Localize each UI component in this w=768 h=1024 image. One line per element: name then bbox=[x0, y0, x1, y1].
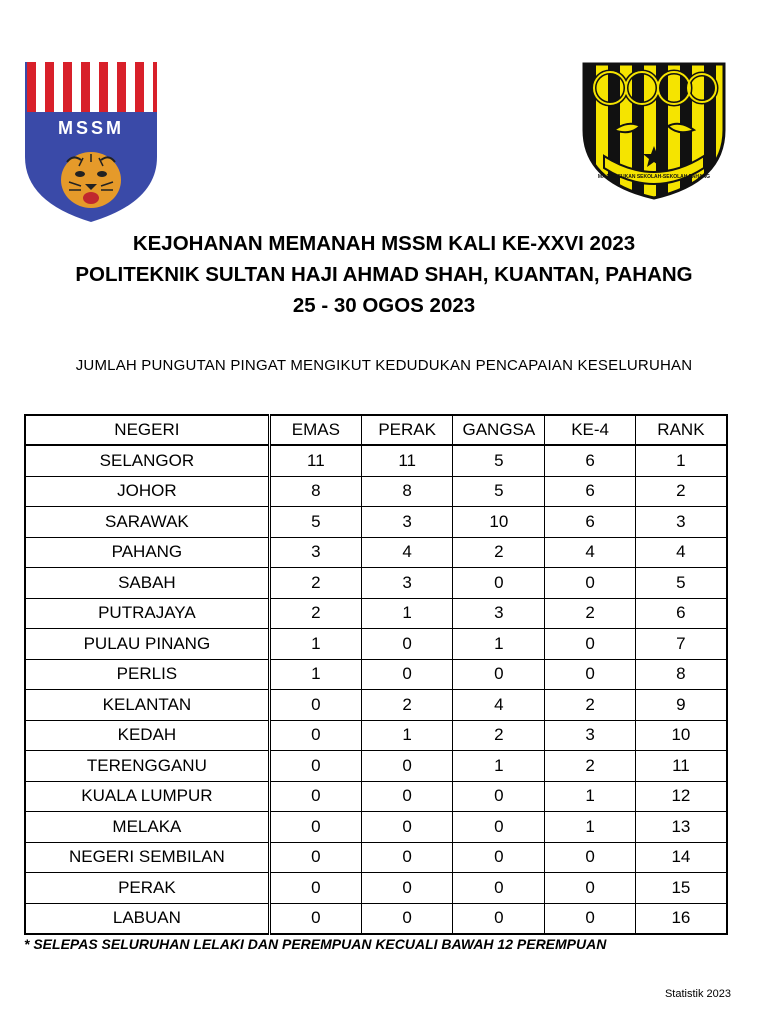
cell-gangsa: 5 bbox=[453, 476, 545, 507]
cell-rank: 6 bbox=[635, 598, 727, 629]
footer-label: Statistik 2023 bbox=[664, 988, 731, 1000]
footnote: * SELEPAS SELURUHAN LELAKI DAN PEREMPUAN KECUALI BAWAH 12 PEREMPUAN bbox=[24, 936, 607, 952]
col-header-gangsa: GANGSA bbox=[453, 415, 545, 445]
cell-emas: 3 bbox=[269, 537, 361, 568]
table-row bbox=[25, 598, 727, 629]
cell-gangsa: 4 bbox=[453, 690, 545, 721]
cell-negeri: SARAWAK bbox=[25, 507, 269, 538]
cell-ke4: 2 bbox=[545, 598, 635, 629]
table-row bbox=[25, 781, 727, 812]
mssm-logo-text: MSSM bbox=[58, 118, 124, 138]
cell-gangsa: 5 bbox=[453, 445, 545, 476]
table-row bbox=[25, 751, 727, 782]
cell-perak: 0 bbox=[361, 629, 452, 660]
cell-gangsa: 2 bbox=[453, 537, 545, 568]
mssm-logo bbox=[25, 62, 157, 222]
cell-negeri: NEGERI SEMBILAN bbox=[25, 842, 269, 873]
cell-perak: 0 bbox=[361, 873, 452, 904]
cell-rank: 10 bbox=[635, 720, 727, 751]
table-row bbox=[25, 659, 727, 690]
medal-table bbox=[24, 414, 728, 935]
cell-negeri: SELANGOR bbox=[25, 445, 269, 476]
cell-emas: 2 bbox=[269, 598, 361, 629]
cell-rank: 13 bbox=[635, 812, 727, 843]
cell-gangsa: 0 bbox=[453, 568, 545, 599]
tiger-icon bbox=[61, 152, 121, 208]
cell-negeri: PERLIS bbox=[25, 659, 269, 690]
cell-emas: 0 bbox=[269, 903, 361, 934]
cell-emas: 0 bbox=[269, 720, 361, 751]
cell-ke4: 2 bbox=[545, 690, 635, 721]
cell-perak: 0 bbox=[361, 751, 452, 782]
table-row bbox=[25, 445, 727, 476]
pahang-logo-text: MAJLIS SUKAN SEKOLAH-SEKOLAH PAHANG bbox=[597, 174, 711, 180]
cell-perak: 4 bbox=[361, 537, 452, 568]
cell-gangsa: 2 bbox=[453, 720, 545, 751]
cell-ke4: 1 bbox=[545, 781, 635, 812]
cell-ke4: 1 bbox=[545, 812, 635, 843]
page-title bbox=[0, 228, 768, 321]
col-header-negeri: NEGERI bbox=[25, 415, 269, 445]
cell-rank: 3 bbox=[635, 507, 727, 538]
title-line-1: KEJOHANAN MEMANAH MSSM KALI KE-XXVI 2023 bbox=[132, 232, 636, 255]
cell-gangsa: 0 bbox=[453, 812, 545, 843]
cell-emas: 0 bbox=[269, 812, 361, 843]
cell-perak: 3 bbox=[361, 507, 452, 538]
cell-perak: 0 bbox=[361, 781, 452, 812]
cell-emas: 1 bbox=[269, 659, 361, 690]
cell-ke4: 6 bbox=[545, 507, 635, 538]
cell-ke4: 6 bbox=[545, 476, 635, 507]
cell-perak: 3 bbox=[361, 568, 452, 599]
table-row bbox=[25, 903, 727, 934]
cell-ke4: 0 bbox=[545, 842, 635, 873]
cell-emas: 1 bbox=[269, 629, 361, 660]
cell-ke4: 0 bbox=[545, 568, 635, 599]
cell-perak: 0 bbox=[361, 842, 452, 873]
cell-negeri: LABUAN bbox=[25, 903, 269, 934]
cell-gangsa: 0 bbox=[453, 659, 545, 690]
cell-rank: 2 bbox=[635, 476, 727, 507]
cell-gangsa: 0 bbox=[453, 842, 545, 873]
cell-ke4: 0 bbox=[545, 903, 635, 934]
cell-perak: 8 bbox=[361, 476, 452, 507]
cell-perak: 11 bbox=[361, 445, 452, 476]
col-header-emas: EMAS bbox=[269, 415, 361, 445]
cell-gangsa: 1 bbox=[453, 629, 545, 660]
cell-ke4: 0 bbox=[545, 873, 635, 904]
cell-negeri: KUALA LUMPUR bbox=[25, 781, 269, 812]
cell-perak: 0 bbox=[361, 812, 452, 843]
cell-rank: 16 bbox=[635, 903, 727, 934]
cell-emas: 8 bbox=[269, 476, 361, 507]
cell-emas: 0 bbox=[269, 690, 361, 721]
cell-rank: 7 bbox=[635, 629, 727, 660]
cell-negeri: TERENGGANU bbox=[25, 751, 269, 782]
cell-gangsa: 0 bbox=[453, 781, 545, 812]
table-row bbox=[25, 629, 727, 660]
table-body bbox=[25, 445, 727, 934]
cell-emas: 5 bbox=[269, 507, 361, 538]
cell-ke4: 0 bbox=[545, 659, 635, 690]
col-header-perak: PERAK bbox=[361, 415, 452, 445]
cell-rank: 4 bbox=[635, 537, 727, 568]
cell-negeri: JOHOR bbox=[25, 476, 269, 507]
table-row bbox=[25, 873, 727, 904]
cell-emas: 0 bbox=[269, 842, 361, 873]
cell-rank: 1 bbox=[635, 445, 727, 476]
cell-negeri: KEDAH bbox=[25, 720, 269, 751]
table-row bbox=[25, 690, 727, 721]
cell-rank: 14 bbox=[635, 842, 727, 873]
cell-gangsa: 0 bbox=[453, 873, 545, 904]
cell-negeri: PERAK bbox=[25, 873, 269, 904]
col-header-rank: RANK bbox=[635, 415, 727, 445]
cell-ke4: 4 bbox=[545, 537, 635, 568]
table-row bbox=[25, 537, 727, 568]
cell-negeri: KELANTAN bbox=[25, 690, 269, 721]
cell-rank: 5 bbox=[635, 568, 727, 599]
table-subtitle: JUMLAH PUNGUTAN PINGAT MENGIKUT KEDUDUKAN PENCAPAIAN KESELURUHAN bbox=[75, 357, 693, 374]
title-line-3: 25 - 30 OGOS 2023 bbox=[292, 294, 476, 317]
cell-emas: 0 bbox=[269, 873, 361, 904]
col-header-ke4: KE-4 bbox=[545, 415, 635, 445]
cell-emas: 0 bbox=[269, 751, 361, 782]
table-row bbox=[25, 568, 727, 599]
cell-negeri: SABAH bbox=[25, 568, 269, 599]
cell-rank: 12 bbox=[635, 781, 727, 812]
cell-emas: 11 bbox=[269, 445, 361, 476]
table-header-row bbox=[25, 415, 727, 445]
cell-ke4: 3 bbox=[545, 720, 635, 751]
cell-gangsa: 3 bbox=[453, 598, 545, 629]
cell-perak: 0 bbox=[361, 659, 452, 690]
cell-emas: 0 bbox=[269, 781, 361, 812]
cell-rank: 8 bbox=[635, 659, 727, 690]
table-row bbox=[25, 476, 727, 507]
cell-perak: 1 bbox=[361, 720, 452, 751]
cell-emas: 2 bbox=[269, 568, 361, 599]
cell-gangsa: 1 bbox=[453, 751, 545, 782]
cell-gangsa: 0 bbox=[453, 903, 545, 934]
cell-ke4: 2 bbox=[545, 751, 635, 782]
cell-perak: 1 bbox=[361, 598, 452, 629]
cell-rank: 15 bbox=[635, 873, 727, 904]
cell-rank: 11 bbox=[635, 751, 727, 782]
cell-ke4: 6 bbox=[545, 445, 635, 476]
title-line-2: POLITEKNIK SULTAN HAJI AHMAD SHAH, KUANTAN, PAHANG bbox=[75, 263, 693, 286]
cell-perak: 0 bbox=[361, 903, 452, 934]
cell-rank: 9 bbox=[635, 690, 727, 721]
table-row bbox=[25, 720, 727, 751]
table-row bbox=[25, 842, 727, 873]
table-row bbox=[25, 812, 727, 843]
cell-negeri: PAHANG bbox=[25, 537, 269, 568]
cell-negeri: PULAU PINANG bbox=[25, 629, 269, 660]
cell-negeri: MELAKA bbox=[25, 812, 269, 843]
cell-perak: 2 bbox=[361, 690, 452, 721]
cell-negeri: PUTRAJAYA bbox=[25, 598, 269, 629]
table-row bbox=[25, 507, 727, 538]
pahang-sports-logo bbox=[580, 60, 728, 200]
cell-gangsa: 10 bbox=[453, 507, 545, 538]
cell-ke4: 0 bbox=[545, 629, 635, 660]
